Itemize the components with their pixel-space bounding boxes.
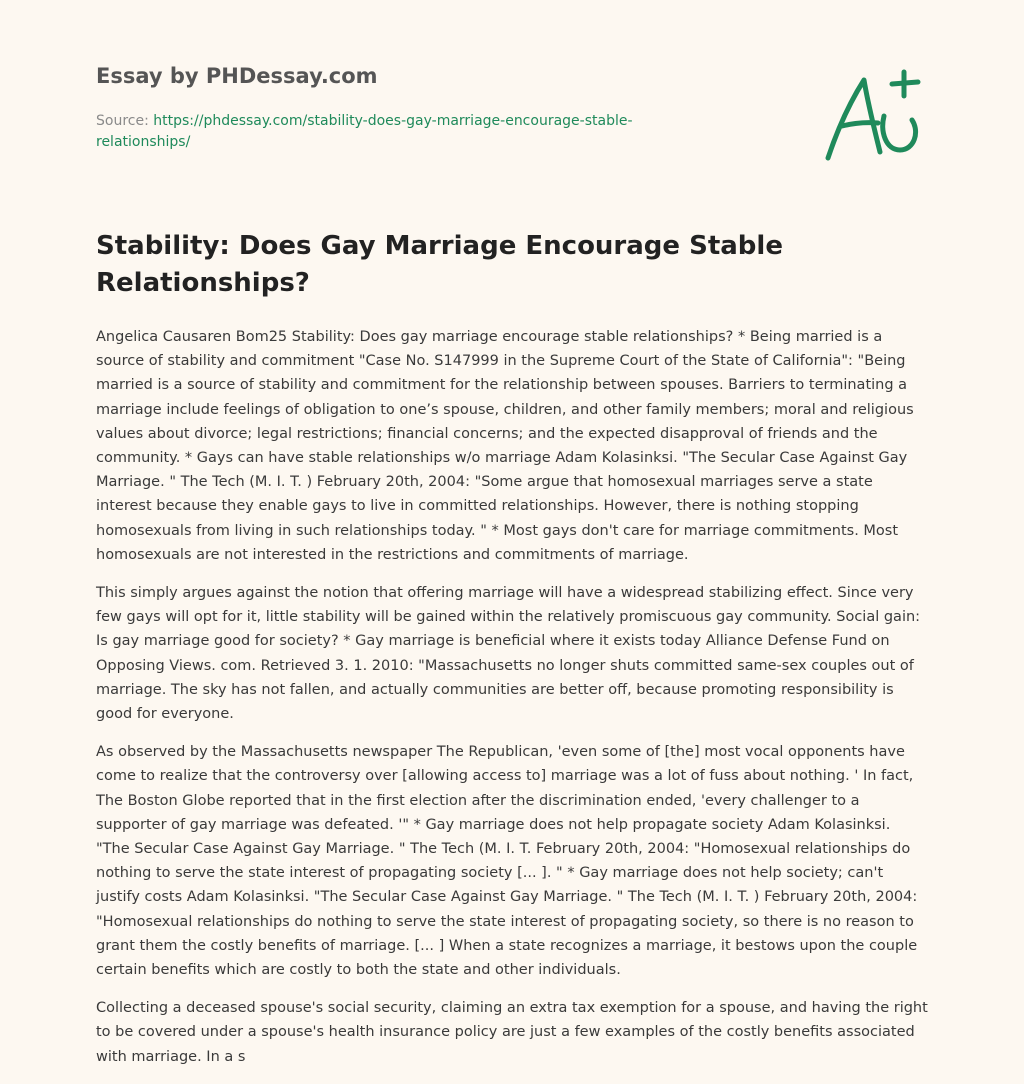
source-line <box>96 111 696 153</box>
essay-paragraph: Collecting a deceased spouse's social security, claiming an extra tax exemption for a spouse, and having the right to be covered under a spouse's health insurance policy are just a few examples of the costly benefits associated with marriage. In a s <box>96 1000 928 1065</box>
a-plus-logo-icon <box>820 66 926 166</box>
source-label: Source: <box>96 113 154 129</box>
essay-paragraph: As observed by the Massachusetts newspaper The Republican, 'even some of [the] most vocal opponents have come to realize that the controversy over [allowing access to] marriage was a lot of fuss about nothing. ' In fact, The Boston Globe reported that in the first election after the discrimination ended, 'every challenger to a supporter of gay marriage was defeated. '" * Gay marriage does not help propagate society Adam Kolasinksi. "The Secular Case Against Gay Marriage. " The Tech (M. I. T. February 20th, 2004: "Homosexual relationships do nothing to serve the state interest of propagating society [... ]. " * Gay marriage does not help society; can't justify costs Adam Kolasinksi. "The Secular Case Against Gay Marriage. " The Tech (M. I. T. ) February 20th, 2004: "Homosexual relationships do nothing to serve the state interest of propagating society, so there is no reason to grant them the costly benefits of marriage. [... ] When a state recognizes a marriage, it bestows upon the couple certain benefits which are costly to both the state and other individuals. <box>96 744 918 979</box>
site-title: Essay by PHDessay.com <box>96 64 378 88</box>
essay-paragraph: Angelica Causaren Bom25 Stability: Does gay marriage encourage stable relationships? * Being married is a source of stability and commitment "Case No. S147999 in the Supreme Court of the State of California": "Being married is a source of stability and commitment for the relationship between spouses. Barriers to terminating a marriage include feelings of obligation to one’s spouse, children, and other family members; moral and religious values about divorce; legal restrictions; financial concerns; and the expected disapproval of friends and the community. * Gays can have stable relationships w/o marriage Adam Kolasinksi. "The Secular Case Against Gay Marriage. " The Tech (M. I. T. ) February 20th, 2004: "Some argue that homosexual marriages serve a state interest because they enable gays to live in committed relationships. However, there is nothing stopping homosexuals from living in such relationships today. " * Most gays don't care for marriage commitments. Most homosexuals are not interested in the restrictions and commitments of marriage. <box>96 329 914 563</box>
essay-paragraph: This simply argues against the notion that offering marriage will have a widespread stabilizing effect. Since very few gays will opt for it, little stability will be gained within the relatively promiscuous gay community. Social gain: Is gay marriage good for society? * Gay marriage is beneficial where it exists today Alliance Defense Fund on Opposing Views. com. Retrieved 3. 1. 2010: "Massachusetts no longer shuts committed same-sex couples out of marriage. The sky has not fallen, and actually communities are better off, because promoting responsibility is good for everyone. <box>96 585 921 723</box>
source-link[interactable]: https://phdessay.com/stability-does-gay-marriage-encourage-stable-relationships/ <box>96 113 633 150</box>
a-plus-logo <box>820 66 926 166</box>
essay-body <box>96 325 928 1083</box>
essay-title: Stability: Does Gay Marriage Encourage Stable Relationships? <box>96 231 783 298</box>
